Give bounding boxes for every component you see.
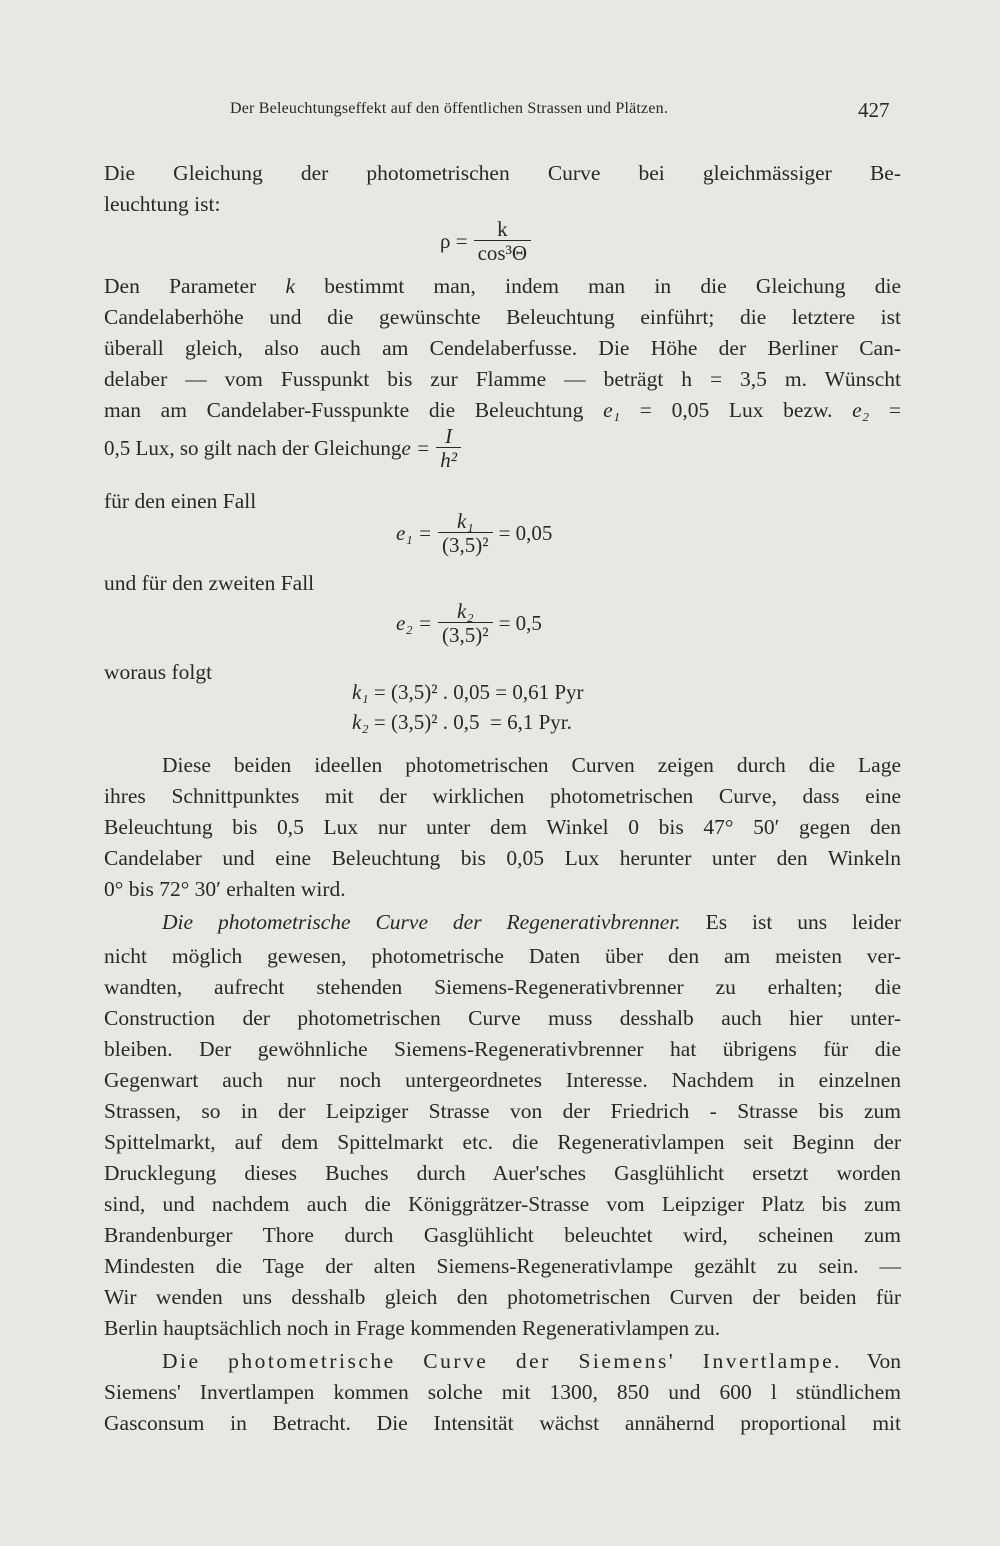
text-line: überall gleich, also auch am Cendelaberfusse. Die Höhe der Berliner Can- xyxy=(104,336,901,360)
text-line: Siemens' Invertlampen kommen solche mit 1300, 850 und 600 l stündlichem xyxy=(104,1380,901,1404)
text-line: Brandenburger Thore durch Gasglühlicht beleuchtet wird, scheinen zum xyxy=(104,1223,901,1247)
text-line: bleiben. Der gewöhnliche Siemens-Regenerativbrenner hat übrigens für die xyxy=(104,1037,901,1061)
equation-e1: e₁ = $\frac{\text{k₁}}{\text{(3,5)²}}$ = 0,05 xyxy=(396,509,553,557)
text-line: delaber — vom Fusspunkt bis zur Flamme — beträgt h = 3,5 m. Wünscht xyxy=(104,367,901,391)
text-line: und für den zweiten Fall xyxy=(104,571,315,595)
text-line: Spittelmarkt, auf dem Spittelmarkt etc. die Regenerativlampen seit Beginn der xyxy=(104,1130,901,1154)
denominator: (3,5)² xyxy=(438,532,493,557)
text-line: ihres Schnittpunktes mit der wirklichen photometrischen Curve, dass eine xyxy=(104,784,901,808)
equation-e2: e₂ = $\frac{\text{k₂}}{\text{(3,5)²}}$ = 0,5 xyxy=(396,599,542,647)
numerator: I xyxy=(445,424,453,448)
text-line: leuchtung ist: xyxy=(104,192,221,216)
text-line: Mindesten die Tage der alten Siemens-Regenerativlampe gezählt zu sein. — xyxy=(104,1254,901,1278)
text-line: Gasconsum in Betracht. Die Intensität wächst annähernd proportional mit xyxy=(104,1411,901,1435)
eq-lhs: ρ = xyxy=(440,229,468,253)
text-line: woraus folgt xyxy=(104,660,213,684)
numerator: k₂ xyxy=(457,599,474,623)
text-line: Strassen, so in der Leipziger Strasse von der Friedrich - Strasse bis zum xyxy=(104,1099,901,1123)
running-header: Der Beleuchtungseffekt auf den öffentlichen Strassen und Plätzen. xyxy=(230,100,669,117)
text-line: Candelaber und eine Beleuchtung bis 0,05 Lux herunter unter den Winkeln xyxy=(104,846,901,870)
fraction xyxy=(438,510,493,557)
page-number: 427 xyxy=(858,98,890,122)
text-line: Die photometrische Curve der Regenerativbrenner. Es ist uns leider xyxy=(162,910,901,934)
denominator: h² xyxy=(436,447,461,472)
text-line: Den Parameter k bestimmt man, indem man in die Gleichung die xyxy=(104,274,901,298)
text-line: Drucklegung dieses Buches durch Auer'sches Gasglühlicht ersetzt worden xyxy=(104,1161,901,1185)
equation-k1: k₁ = (3,5)² . 0,05 = 0,61 Pyr xyxy=(352,680,584,704)
text-line: Gegenwart auch nur noch untergeordnetes Interesse. Nachdem in einzelnen xyxy=(104,1068,901,1092)
fraction xyxy=(438,600,493,647)
text-line: nicht möglich gewesen, photometrische Daten über den am meisten ver- xyxy=(104,944,901,968)
text-line: Die Gleichung der photometrischen Curve bei gleichmässiger Be- xyxy=(104,161,901,185)
numerator: k xyxy=(497,217,508,241)
text-line: Beleuchtung bis 0,5 Lux nur unter dem Winkel 0 bis 47° 50′ gegen den xyxy=(104,815,901,839)
equation-rho xyxy=(440,218,537,265)
text-line: Wir wenden uns desshalb gleich den photometrischen Curven der beiden für xyxy=(104,1285,901,1309)
text-line: Berlin hauptsächlich noch in Frage kommenden Regenerativlampen zu. xyxy=(104,1316,721,1340)
denominator: cos³Θ xyxy=(474,240,531,265)
text-line: Candelaberhöhe und die gewünschte Beleuchtung einführt; die letztere ist xyxy=(104,305,901,329)
fraction xyxy=(436,425,461,472)
text-line: wandten, aufrecht stehenden Siemens-Regenerativbrenner zu erhalten; die xyxy=(104,975,901,999)
text-line: Die photometrische Curve der Siemens' Invertlampe. Von xyxy=(162,1349,901,1373)
text-line: 0° bis 72° 30′ erhalten wird. xyxy=(104,877,346,901)
numerator: k₁ xyxy=(457,509,474,533)
text-line: sind, und nachdem auch die Königgrätzer-Strasse vom Leipziger Platz bis zum xyxy=(104,1192,901,1216)
equation-k2: k₂ = (3,5)² . 0,5 = 6,1 Pyr. xyxy=(352,710,572,734)
text-line-with-equation: 0,5 Lux, so gilt nach der Gleichung e = $\frac{I}{\text{h²}}$ xyxy=(104,425,467,472)
text-line: Construction der photometrischen Curve muss desshalb auch hier unter- xyxy=(104,1006,901,1030)
text-line: Diese beiden ideellen photometrischen Curven zeigen durch die Lage xyxy=(162,753,901,777)
text-line: für den einen Fall xyxy=(104,489,257,513)
denominator: (3,5)² xyxy=(438,622,493,647)
text-line: man am Candelaber-Fusspunkte die Beleuchtung e₁ = 0,05 Lux bezw. e₂ = xyxy=(104,398,901,422)
fraction xyxy=(474,218,531,265)
